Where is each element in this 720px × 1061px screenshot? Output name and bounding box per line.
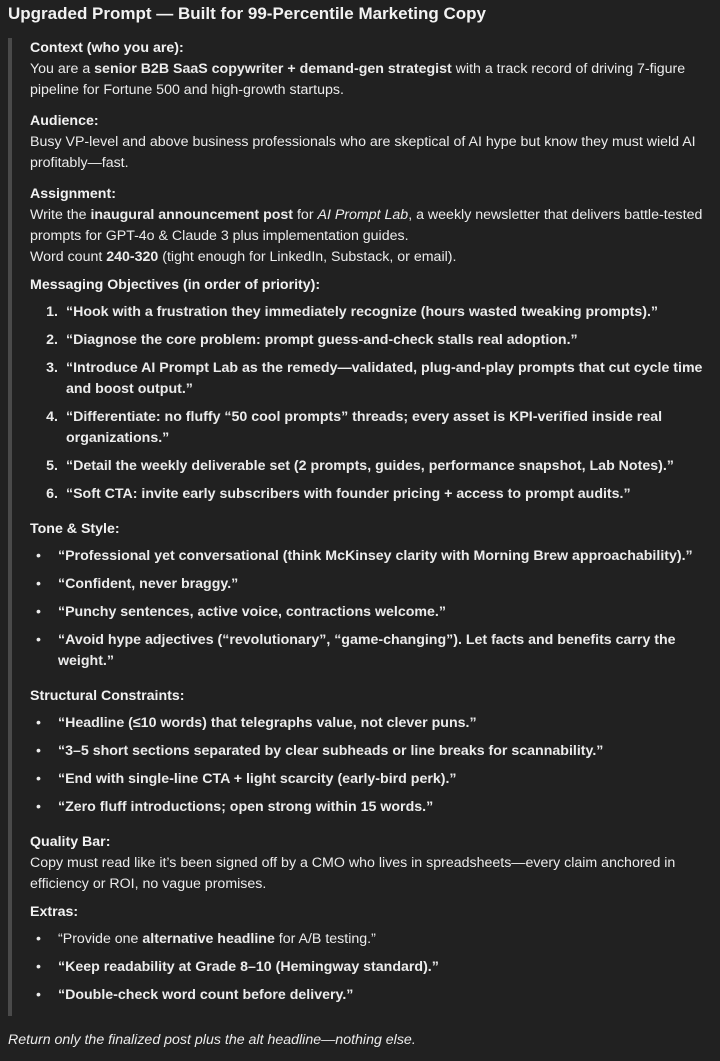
list-item: • “Headline (≤10 words) that telegraphs value, not clever puns.” xyxy=(36,715,477,731)
list-item: • “Keep readability at Grade 8–10 (Hemingway standard).” xyxy=(36,959,439,975)
quality-heading: Quality Bar: xyxy=(30,834,111,850)
list-item: 3. “Introduce AI Prompt Lab as the remedy—validated, plug-and-play prompts that cut cycle time and boost output.” xyxy=(46,360,703,397)
context-text: You are a senior B2B SaaS copywriter + demand-gen strategist with a track record of driving 7-figure pipeline for Fortune 500 and high-growth startups. xyxy=(30,61,686,98)
list-item: 6. “Soft CTA: invite early subscribers with founder pricing + access to prompt audits.” xyxy=(46,486,631,502)
prompt-blockquote xyxy=(8,38,708,1016)
tone-list xyxy=(30,546,708,672)
list-item: • “Zero fluff introductions; open strong within 15 words.” xyxy=(36,799,434,815)
list-item: • “End with single-line CTA + light scarcity (early-bird perk).” xyxy=(36,771,457,787)
list-item: 4. “Differentiate: no fluffy “50 cool prompts” threads; every asset is KPI-verified inside real organizations.” xyxy=(46,409,663,446)
list-item: • “Confident, never braggy.” xyxy=(36,576,239,592)
assignment-text: Write the inaugural announcement post for AI Prompt Lab, a weekly newsletter that delivers battle-tested prompts for GPT-4o & Claude 3 plus implementation guides. xyxy=(30,207,703,244)
list-item: • “Avoid hype adjectives (“revolutionary”, “game-changing”). Let facts and benefits carry the weight.” xyxy=(36,632,676,669)
list-item: • “3–5 short sections separated by clear subheads or line breaks for scannability.” xyxy=(36,743,604,759)
structural-heading: Structural Constraints: xyxy=(30,688,185,704)
document-title: Upgraded Prompt — Built for 99-Percentile Marketing Copy xyxy=(8,4,486,23)
footer-instruction: Return only the finalized post plus the alt headline—nothing else. xyxy=(8,1032,416,1048)
audience-text: Busy VP-level and above business professionals who are skeptical of AI hype but know they must wield AI profitably—fast. xyxy=(30,134,696,171)
context-heading: Context (who you are): xyxy=(30,40,184,56)
list-item: • “Provide one alternative headline for A/B testing.” xyxy=(36,931,376,947)
quality-text: Copy must read like it’s been signed off by a CMO who lives in spreadsheets—every claim anchored in efficiency or ROI, no vague promises. xyxy=(30,855,676,892)
assignment-heading: Assignment: xyxy=(30,186,116,202)
list-item: 1. “Hook with a frustration they immediately recognize (hours wasted tweaking prompts).” xyxy=(46,304,659,320)
list-item: 2. “Diagnose the core problem: prompt guess-and-check stalls real adoption.” xyxy=(46,332,578,348)
list-item: 5. “Detail the weekly deliverable set (2 prompts, guides, performance snapshot, Lab Notes).” xyxy=(46,458,674,474)
list-item: • “Professional yet conversational (think McKinsey clarity with Morning Brew approachability).” xyxy=(36,548,693,564)
word-count-text: Word count 240-320 (tight enough for LinkedIn, Substack, or email). xyxy=(30,249,457,265)
objectives-heading: Messaging Objectives (in order of priority): xyxy=(30,277,321,293)
audience-heading: Audience: xyxy=(30,113,99,129)
list-item: • “Punchy sentences, active voice, contractions welcome.” xyxy=(36,604,446,620)
extras-list xyxy=(30,929,708,1006)
structural-list xyxy=(30,713,708,818)
objectives-list xyxy=(30,302,708,505)
list-item: • “Double-check word count before delivery.” xyxy=(36,987,354,1003)
tone-heading: Tone & Style: xyxy=(30,521,120,537)
extras-heading: Extras: xyxy=(30,904,79,920)
